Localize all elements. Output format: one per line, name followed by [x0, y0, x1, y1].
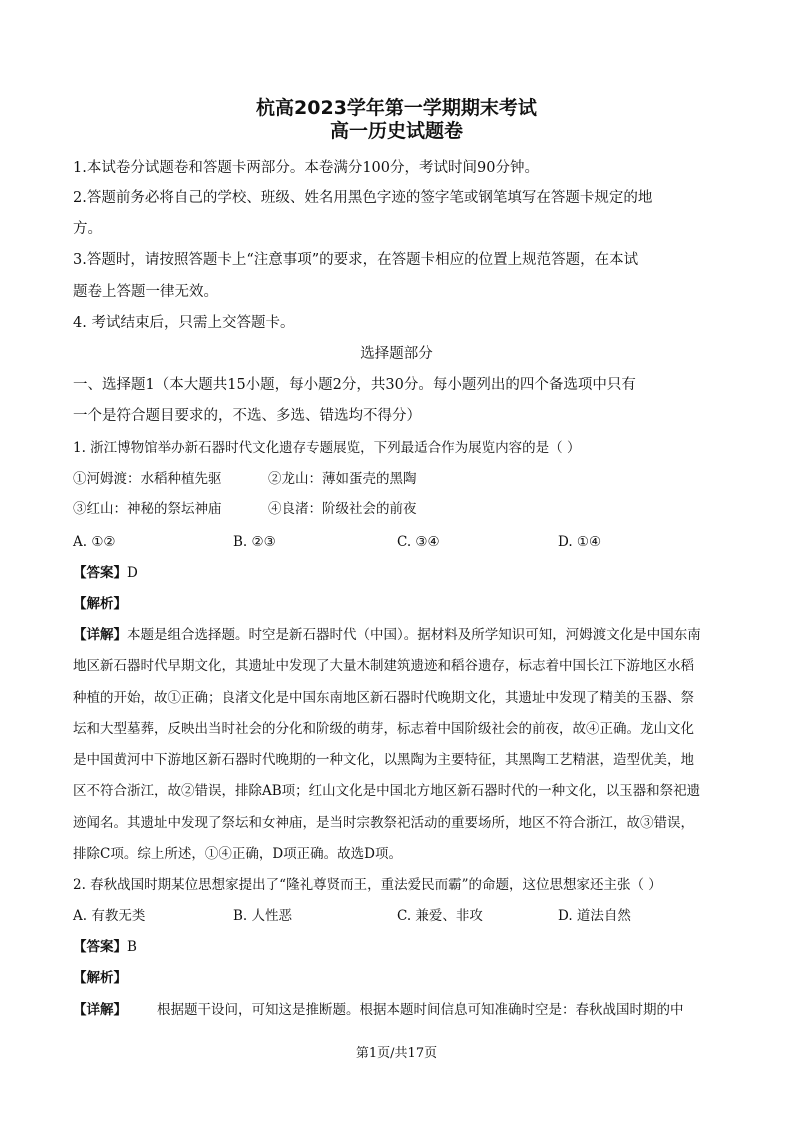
detail-text: 本题是组合选择题。时空是新石器时代（中国）。据材料及所学知识可知，河姆渡文化是中国东南: [127, 627, 701, 643]
instruction-line: 方。: [73, 221, 102, 237]
q1-option-b: B. ②③: [233, 534, 276, 550]
instruction-line: 2.答题前务必将自己的学校、班级、姓名用黑色字迹的签字笔或钢笔填写在答题卡规定的地: [73, 190, 653, 206]
section-title: 选择题部分: [360, 346, 433, 362]
question-1-stem: 1. 浙江博物馆举办新石器时代文化遗存专题展览，下列最适合作为展览内容的是（ ）: [73, 440, 581, 456]
q1-item: ④良渚：阶级社会的前夜: [268, 501, 417, 517]
q1-detail-line: 区不符合浙江，故②错误，排除AB项；红山文化是中国北方地区新石器时代的一种文化，以玉器和祭祀遗: [73, 783, 701, 799]
answer-value: D: [127, 565, 138, 581]
page-number-footer: 第1页/共17页: [355, 1046, 438, 1061]
q1-answer: [73, 563, 138, 583]
question-2-stem: 2. 春秋战国时期某位思想家提出了“隆礼尊贤而王，重法爱民而霸”的命题，这位思想家还主张（ ）: [73, 877, 662, 893]
q1-detail-line: 坛和大型墓葬，反映出当时社会的分化和阶级的萌芽，标志着中国阶级社会的前夜，故④正确。龙山文化: [73, 721, 694, 737]
q1-analysis-label: [73, 594, 127, 614]
section-description: 一个是符合题目要求的，不选、多选、错选均不得分）: [73, 408, 421, 424]
instruction-line: 1.本试卷分试题卷和答题卡两部分。本卷满分100分，考试时间90分钟。: [73, 160, 539, 176]
q1-option-d: D. ①④: [558, 534, 602, 550]
instruction-line: 题卷上答题一律无效。: [73, 284, 218, 300]
q1-detail-line: 是中国黄河中下游地区新石器时代晚期的一种文化，以黑陶为主要特征，其黑陶工艺精湛，造型优美，地: [73, 752, 694, 768]
q1-item: ②龙山：薄如蛋壳的黑陶: [268, 471, 417, 487]
exam-title: 杭高2023学年第一学期期末考试: [256, 97, 537, 119]
q1-detail-line: 排除C项。综上所述，①④正确，D项正确。故选D项。: [73, 846, 402, 862]
analysis-label: 【解析】: [73, 596, 127, 612]
answer-label: 【答案】: [73, 939, 127, 955]
q1-detail-line: 地区新石器时代早期文化，其遗址中发现了大量木制建筑遗迹和稻谷遗存，标志着中国长江下游地区水稻: [73, 658, 694, 674]
exam-subtitle: 高一历史试题卷: [329, 120, 463, 142]
q1-option-c: C. ③④: [397, 534, 440, 550]
instruction-line: 4. 考试结束后，只需上交答题卡。: [73, 315, 295, 331]
detail-label: 【详解】: [73, 1002, 127, 1018]
section-description: 一、选择题1（本大题共15小题，每小题2分，共30分。每小题列出的四个备选项中只有: [73, 377, 636, 393]
q2-option-d: D. 道法自然: [558, 908, 631, 924]
q1-detail-line: 迹闻名。其遗址中发现了祭坛和女神庙，是当时宗教祭祀活动的重要场所，地区不符合浙江，故③错误，: [73, 815, 694, 831]
answer-value: B: [127, 939, 137, 955]
q1-detail-line: [73, 625, 723, 645]
analysis-label: 【解析】: [73, 970, 127, 986]
q2-answer: [73, 937, 137, 957]
q2-analysis-label: [73, 968, 127, 988]
detail-label: 【详解】: [73, 627, 127, 643]
detail-text: 根据题干设问，可知这是推断题。根据本题时间信息可知准确时空是：春秋战国时期的中: [157, 1002, 684, 1018]
q2-option-c: C. 兼爱、非攻: [397, 908, 483, 924]
q1-item: ①河姆渡：水稻种植先驱: [73, 471, 222, 487]
q1-option-a: A. ①②: [73, 534, 116, 550]
answer-label: 【答案】: [73, 565, 127, 581]
q1-detail-line: 种植的开始，故①正确；良渚文化是中国东南地区新石器时代晚期文化，其遗址中发现了精美的玉器、祭: [73, 690, 694, 706]
q2-option-b: B. 人性恶: [233, 908, 293, 924]
q2-detail-line: [73, 1000, 723, 1020]
q2-option-a: A. 有教无类: [73, 908, 146, 924]
q1-item: ③红山：神秘的祭坛神庙: [73, 501, 222, 517]
instruction-line: 3.答题时，请按照答题卡上“注意事项”的要求，在答题卡相应的位置上规范答题，在本试: [73, 252, 639, 268]
